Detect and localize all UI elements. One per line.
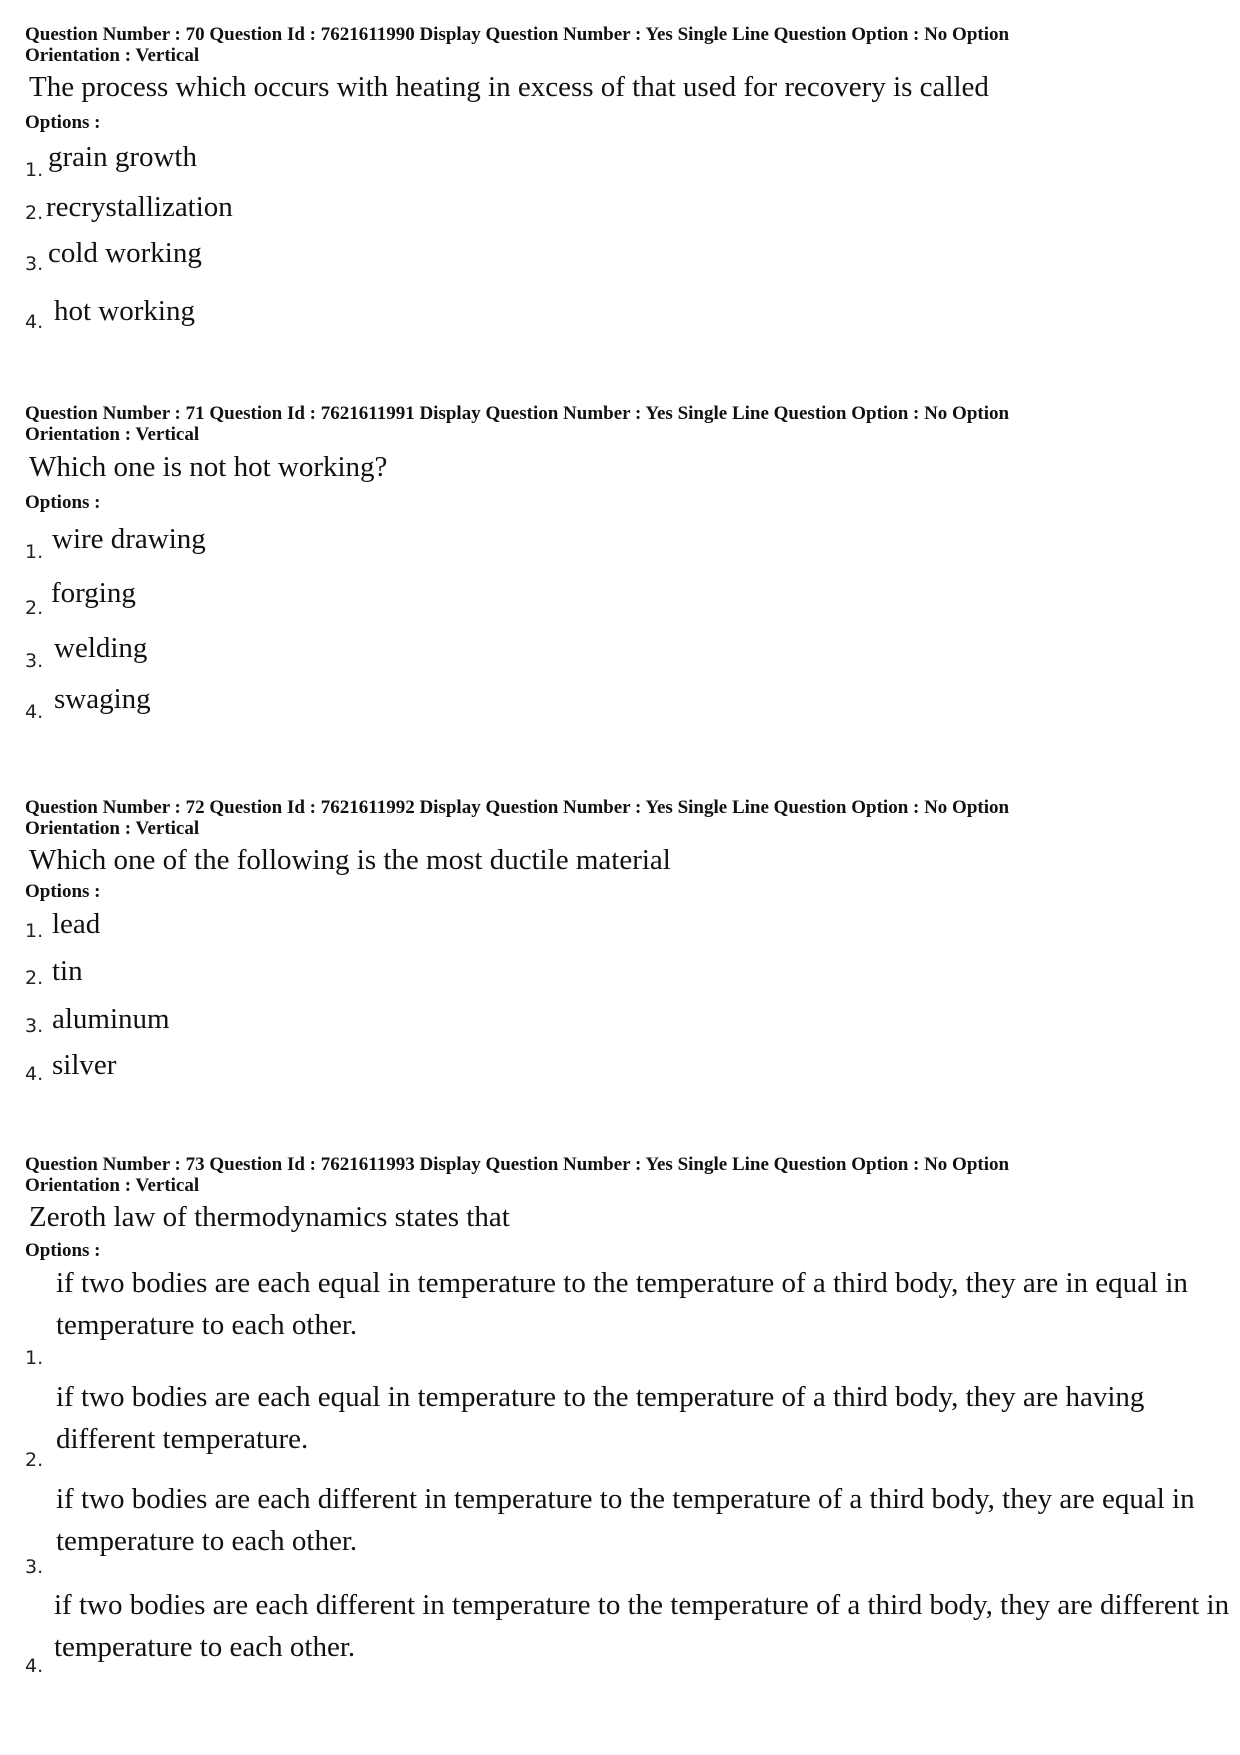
option-text: aluminum (52, 1003, 170, 1035)
option-item (25, 237, 1225, 290)
question-meta-line: Question Number : 73 Question Id : 7621611993 Display Question Number : Yes Single Line Question Option : No Option (25, 1154, 1010, 1175)
question-meta-line: Question Number : 72 Question Id : 7621611992 Display Question Number : Yes Single Line Question Option : No Option (25, 797, 1010, 818)
option-number: 3. (25, 253, 44, 275)
option-item (25, 140, 1225, 190)
option-text: if two bodies are each equal in temperature to the temperature of a third body, they are in equal in temperature to each other. (56, 1267, 1188, 1341)
option-number: 2. (25, 597, 44, 619)
question-meta-line: Orientation : Vertical (25, 1175, 200, 1196)
option-item (25, 1484, 1225, 1592)
option-item (25, 190, 1225, 240)
option-item (25, 1268, 1225, 1380)
question-meta-line: Orientation : Vertical (25, 424, 200, 445)
options-label: Options : (25, 112, 101, 133)
options-list (25, 1267, 1230, 1696)
option-number: 4. (25, 701, 44, 723)
option-item (25, 577, 1225, 637)
option-item (25, 1380, 1225, 1484)
question-block (25, 403, 1225, 739)
option-number: 4. (25, 311, 44, 333)
option-item (25, 683, 1225, 739)
question-meta (25, 797, 1225, 839)
option-text: cold working (48, 237, 202, 269)
question-meta-line: Question Number : 70 Question Id : 7621611990 Display Question Number : Yes Single Line Question Option : No Option (25, 24, 1010, 45)
option-text: recrystallization (46, 191, 233, 223)
option-item (25, 955, 1225, 1006)
option-text: hot working (54, 295, 195, 327)
question-meta-line: Orientation : Vertical (25, 45, 200, 66)
option-number: 4. (25, 1655, 44, 1677)
option-text: grain growth (48, 141, 197, 173)
option-item (25, 296, 1225, 346)
option-number: 1. (25, 159, 44, 181)
option-number: 4. (25, 1063, 44, 1085)
option-item (25, 522, 1225, 582)
question-meta (25, 403, 1225, 445)
option-text: tin (52, 955, 83, 987)
option-item (25, 908, 1225, 958)
option-text: forging (51, 577, 136, 609)
option-text: if two bodies are each different in temperature to the temperature of a third body, they are equal in temperature to each other. (56, 1483, 1195, 1557)
question-meta (25, 24, 1225, 66)
question-text: The process which occurs with heating in excess of that used for recovery is called (29, 71, 989, 103)
option-number: 3. (25, 1556, 44, 1578)
option-number: 2. (25, 202, 44, 224)
option-text: if two bodies are each different in temperature to the temperature of a third body, they are different in temperature to each other. (54, 1589, 1230, 1663)
option-text: welding (54, 632, 148, 664)
question-block (25, 1154, 1230, 1696)
options-label: Options : (25, 881, 101, 902)
option-text: swaging (54, 683, 151, 715)
options-list (25, 140, 1225, 346)
question-meta (25, 1154, 1225, 1196)
option-number: 3. (25, 1015, 44, 1037)
option-item (25, 1589, 1230, 1696)
question-meta-line: Orientation : Vertical (25, 818, 200, 839)
option-number: 1. (25, 1347, 44, 1369)
option-item (25, 632, 1225, 689)
options-label: Options : (25, 1240, 101, 1261)
option-number: 2. (25, 1449, 44, 1471)
option-text: lead (52, 908, 101, 940)
option-text: if two bodies are each equal in temperature to the temperature of a third body, they are having different temperature. (56, 1381, 1145, 1455)
question-meta-line: Question Number : 71 Question Id : 7621611991 Display Question Number : Yes Single Line Question Option : No Option (25, 403, 1010, 424)
question-block (25, 797, 1225, 1102)
option-text: wire drawing (52, 523, 206, 555)
options-label: Options : (25, 492, 101, 513)
options-list (25, 908, 1225, 1102)
question-text: Zeroth law of thermodynamics states that (29, 1201, 510, 1233)
question-text: Which one of the following is the most ductile material (29, 844, 671, 876)
option-item (25, 1049, 1225, 1102)
question-text: Which one is not hot working? (29, 451, 388, 483)
option-number: 2. (25, 967, 44, 989)
option-number: 1. (25, 920, 44, 942)
option-item (25, 1003, 1225, 1054)
option-number: 1. (25, 541, 44, 563)
option-number: 3. (25, 650, 44, 672)
question-block (25, 24, 1225, 346)
options-list (25, 522, 1225, 739)
option-text: silver (52, 1049, 117, 1081)
